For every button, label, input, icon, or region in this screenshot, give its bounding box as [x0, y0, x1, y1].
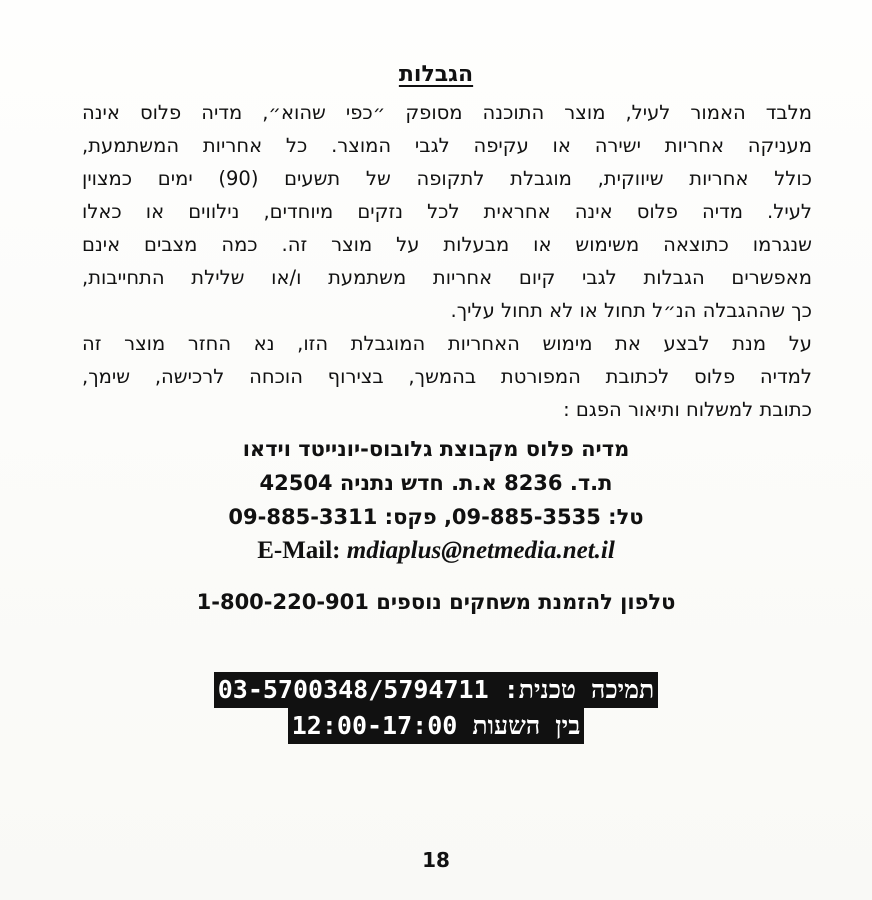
tech-support-phone: תמיכה טכנית: 03-5700348/5794711: [214, 672, 659, 708]
email-address: mdiaplus@netmedia.net.il: [346, 537, 615, 564]
company-address: [0, 432, 872, 568]
text-line: מלבד האמור לעיל, מוצר התוכנה מסופק ״כפי שהוא״, מדיה פלוס אינה: [82, 101, 812, 124]
text-line: כולל אחריות שיווקית, מוגבלת לתקופה של תשעים (90) ימים כמצוין: [82, 167, 812, 190]
email-label: E-Mail:: [257, 537, 341, 564]
text-line: על מנת לבצע את מימוש האחריות המוגבלת הזו, נא החזר מוצר זה: [82, 332, 812, 355]
email-line: [0, 534, 872, 568]
phone-fax: טל: 09-885-3535, פקס: 09-885-3311: [228, 505, 644, 529]
text-line: מעניקה אחריות ישירה או עקיפה לגבי המוצר. כל אחריות המשתמעת,: [82, 134, 812, 157]
section-title: הגבלות: [398, 62, 474, 87]
text-line: כך שההגבלה הנ״ל תחול או לא תחול עליך.: [450, 299, 812, 322]
text-line: כתובת למשלוח ותיאור הפגם :: [563, 398, 812, 421]
text-line: למדיה פלוס לכתובת המפורטת בהמשך, בצירוף הוכחה לרכישה, שימך,: [82, 365, 812, 388]
tech-support-box: [0, 672, 872, 744]
order-phone: טלפון להזמנת משחקים נוספים 1-800-220-901: [196, 590, 676, 614]
text-line: מאפשרים הגבלות לגבי קיום אחריות משתמעת ו/או שלילת התחייבות,: [82, 266, 812, 289]
limitations-paragraph: [82, 96, 812, 327]
tech-support-hours: בין השעות 12:00-17:00: [288, 708, 585, 744]
return-instructions-paragraph: [82, 327, 812, 426]
po-box: ת.ד. 8236 א.ת. חדש נתניה 42504: [259, 471, 613, 495]
company-name: מדיה פלוס מקבוצת גלובוס-יונייטד וידאו: [242, 437, 630, 461]
text-line: שנגרמו כתוצאה משימוש או מבעלות על מוצר זה. כמה מצבים אינם: [82, 233, 812, 256]
text-line: לעיל. מדיה פלוס אינה אחראית לכל נזקים מיוחדים, נילווים או כאלו: [82, 200, 812, 223]
page-number: 18: [422, 848, 450, 872]
warranty-text: [82, 96, 812, 426]
